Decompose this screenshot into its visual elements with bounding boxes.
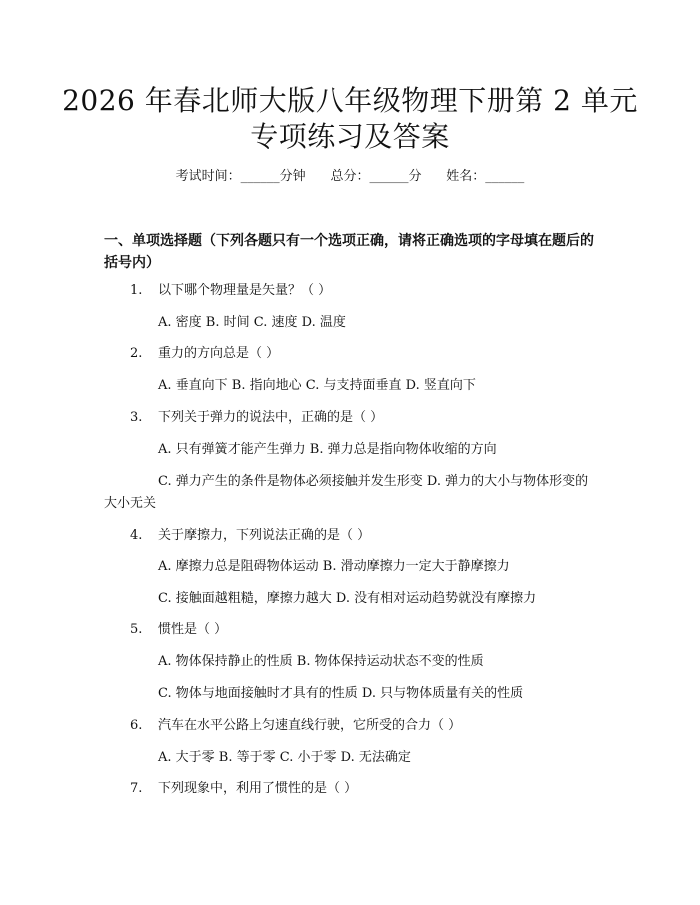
question-text: 关于摩擦力，下列说法正确的是（ ）	[158, 528, 371, 543]
question-number: 6.	[130, 718, 143, 733]
question-4-options-ab: A. 摩擦力总是阻碍物体运动 B. 滑动摩擦力一定大于静摩擦力	[158, 559, 510, 574]
exam-time-field: 考试时间：______分钟	[175, 169, 306, 184]
section-heading: 一、单项选择题（下列各题只有一个选项正确，请将正确选项的字母填在题后的括号内）	[104, 233, 594, 271]
question-text: 下列现象中，利用了惯性的是（ ）	[158, 781, 358, 796]
question-text: 重力的方向总是（ ）	[158, 346, 280, 361]
question-number: 5.	[130, 622, 143, 637]
question-number: 3.	[130, 410, 143, 425]
question-text: 惯性是（ ）	[158, 622, 228, 637]
total-score-field: 总分：______分	[330, 169, 422, 184]
title-line-2: 专项练习及答案	[250, 120, 450, 153]
question-5-options-ab: A. 物体保持静止的性质 B. 物体保持运动状态不变的性质	[158, 654, 484, 669]
question-4-options-cd: C. 接触面越粗糙，摩擦力越大 D. 没有相对运动趋势就没有摩擦力	[158, 591, 537, 606]
question-2-options: A. 垂直向下 B. 指向地心 C. 与支持面垂直 D. 竖直向下	[158, 378, 476, 393]
question-number: 7.	[130, 781, 143, 796]
name-field: 姓名：______	[446, 169, 525, 184]
question-number: 2.	[130, 346, 143, 361]
question-number: 1.	[130, 283, 143, 298]
question-text: 下列关于弹力的说法中，正确的是（ ）	[158, 410, 384, 425]
question-text: 以下哪个物理量是矢量？（ ）	[158, 283, 332, 298]
exam-info	[0, 168, 700, 186]
question-1-options: A. 密度 B. 时间 C. 速度 D. 温度	[158, 315, 346, 330]
question-3-options-cd: C. 弹力产生的条件是物体必须接触并发生形变 D. 弹力的大小与物体形变的大小无关	[104, 474, 589, 511]
question-5-options-cd: C. 物体与地面接触时才具有的性质 D. 只与物体质量有关的性质	[158, 686, 524, 701]
title-line-1: 2026 年春北师大版八年级物理下册第 2 单元	[62, 84, 638, 117]
question-number: 4.	[130, 528, 143, 543]
question-6-options: A. 大于零 B. 等于零 C. 小于零 D. 无法确定	[158, 750, 411, 765]
question-text: 汽车在水平公路上匀速直线行驶，它所受的合力（ ）	[158, 718, 462, 733]
question-3-options-ab: A. 只有弹簧才能产生弹力 B. 弹力总是指向物体收缩的方向	[158, 442, 497, 457]
